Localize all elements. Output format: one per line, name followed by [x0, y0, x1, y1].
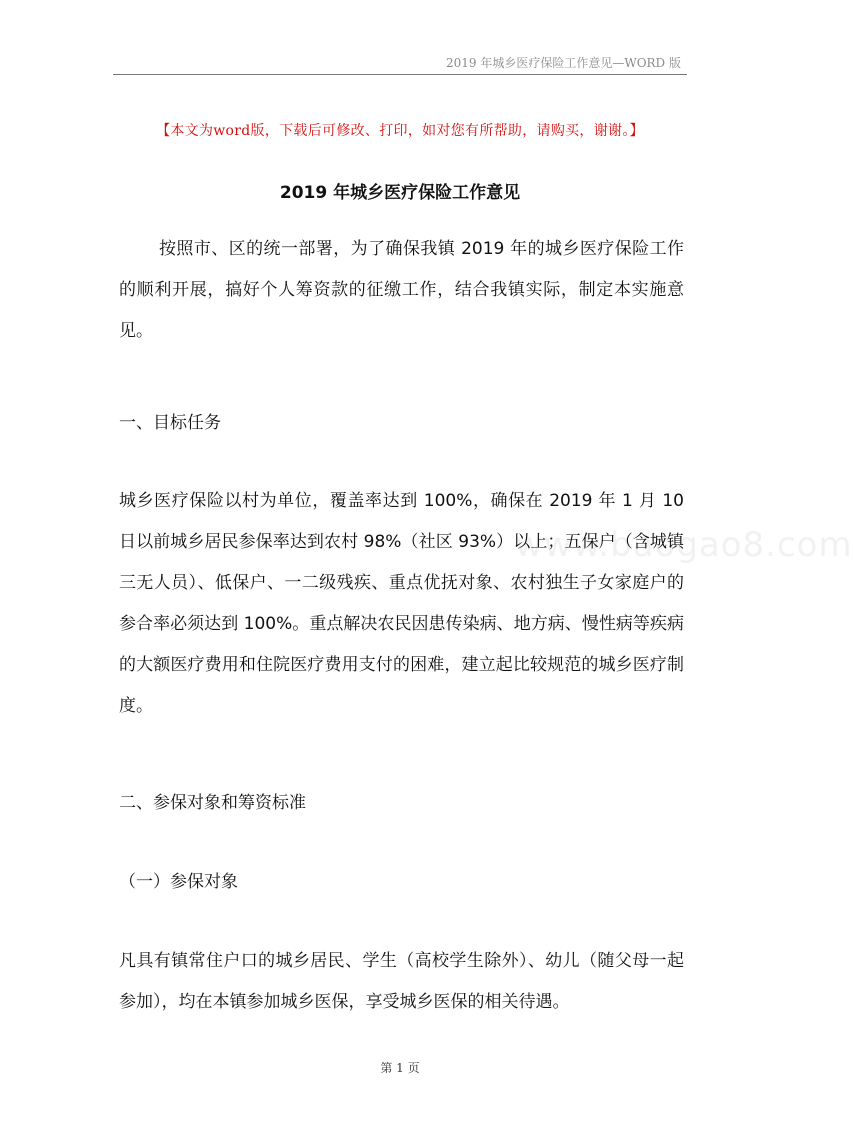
- subsection-heading-participants: （一）参保对象: [119, 872, 238, 892]
- header-divider: [113, 74, 687, 75]
- goals-paragraph: 城乡医疗保险以村为单位，覆盖率达到 100%，确保在 2019 年 1 月 10 日以前城乡居民参保率达到农村 98%（社区 93%）以上；五保户（含城镇三无人员）、低保户、一二级残疾、重点优抚对象、农村独生子女家庭户的参合率必须达到 100%。重点解决农民因患传染病、地方病、慢性病等疾病的大额医疗费用和住院医疗费用支付的困难，建立起比较规范的城乡医疗制度。: [119, 491, 684, 716]
- section-heading-goals: 一、目标任务: [119, 413, 221, 433]
- participants-paragraph: 凡具有镇常住户口的城乡居民、学生（高校学生除外）、幼儿（随父母一起参加），均在本镇参加城乡医保，享受城乡医保的相关待遇。: [119, 951, 684, 1012]
- page-number: 第 1 页: [380, 1061, 420, 1075]
- watermark: www.baogao8.com: [515, 525, 853, 565]
- section-heading-participants: 二、参保对象和筹资标准: [119, 793, 306, 813]
- intro-paragraph: 按照市、区的统一部署，为了确保我镇 2019 年的城乡医疗保险工作的顺利开展，搞好个人筹资款的征缴工作，结合我镇实际，制定本实施意见。: [119, 239, 684, 341]
- page-header: 2019 年城乡医疗保险工作意见—WORD 版: [446, 56, 681, 70]
- document-title: 2019 年城乡医疗保险工作意见: [279, 183, 521, 203]
- purchase-notice: 【本文为word版，下载后可修改、打印，如对您有所帮助，请购买，谢谢。】: [156, 123, 644, 139]
